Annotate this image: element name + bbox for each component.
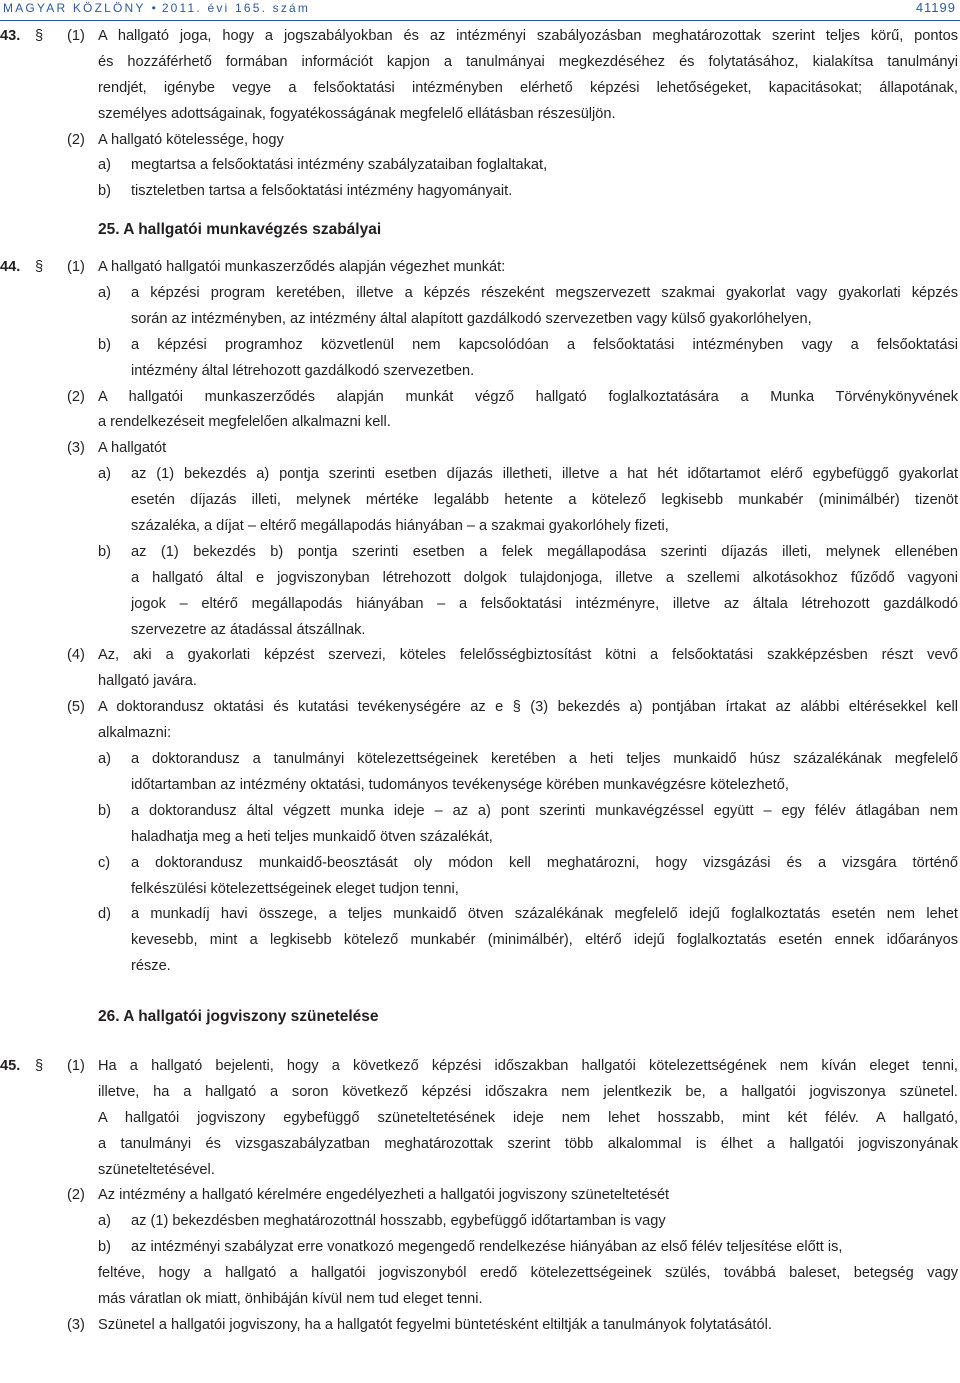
point-text: a doktorandusz a tanulmányi kötelezettségeinek keretében a heti teljes munkaidő húsz százalékának megfelelő bbox=[131, 751, 958, 768]
paragraph-sign: § bbox=[35, 28, 44, 44]
point-label: b) bbox=[98, 802, 111, 819]
paragraph-line: hallgató javára. bbox=[98, 673, 197, 690]
paragraph-number: (5) bbox=[67, 699, 85, 716]
point-text: felkészülési kötelezettségeinek eleget tudjon tenni, bbox=[131, 880, 459, 897]
point-label: a) bbox=[98, 466, 111, 483]
subtitle-26: 26. A hallgatói jogviszony szünetelése bbox=[98, 1008, 379, 1026]
point-text: a képzési program keretében, illetve a képzés részeként megszervezett szakmai gyakorlat vagy gyakorlati képzés bbox=[131, 285, 958, 302]
point-text: esetén díjazás illeti, melynek mértéke legalább hetente a kötelező legkisebb munkabér (minimálbér) tizenöt bbox=[131, 492, 958, 509]
paragraph-number: (2) bbox=[67, 1187, 85, 1204]
paragraph-line: A hallgató hallgatói munkaszerződés alapján végezhet munkát: bbox=[98, 259, 506, 276]
point-label: b) bbox=[98, 1239, 111, 1256]
point-text: százaléka, a díjat – eltérő megállapodás hiányában – a szakmai gyakorlóhely fizeti, bbox=[131, 518, 669, 535]
point-label: c) bbox=[98, 854, 111, 871]
point-text: az (1) bekezdés b) pontja szerinti esetben a felek megállapodása szerinti díjazás illeti, melynek ellenében bbox=[131, 543, 958, 560]
point-label: b) bbox=[98, 336, 111, 353]
header-divider bbox=[0, 20, 960, 21]
section-number: 44. bbox=[0, 259, 21, 276]
paragraph-line: Az, aki a gyakorlati képzést szervezi, köteles felelősségbiztosítást kötni a felsőoktatási szakképzésben részt vevő bbox=[98, 647, 958, 664]
paragraph-line: illetve, ha a hallgató a soron következő képzési időszakra nem jelentkezik be, a hallgatói jogviszonya szünetel. bbox=[98, 1083, 958, 1100]
paragraph-line: Ha a hallgató bejelenti, hogy a következő képzési időszakban hallgatói kötelezettségének nem kíván eleget tenni, bbox=[98, 1057, 958, 1074]
point-text: jogok – eltérő megállapodás hiányában – a felsőoktatási intézményre, illetve az általa létrehozott gazdálkodó bbox=[131, 595, 958, 612]
point-text: intézmény által létrehozott gazdálkodó szervezetben. bbox=[131, 362, 475, 379]
paragraph-line: rendjét, igénybe vegye a felsőoktatási intézményben elérhető képzési lehetőségeket, kapacitásokat; állapotának, bbox=[98, 79, 958, 96]
point-text: része. bbox=[131, 958, 171, 975]
point-text: kevesebb, mint a legkisebb kötelező munkabér (minimálbér), eltérő idejű foglalkoztatás esetén ennek időarányos bbox=[131, 932, 958, 949]
paragraph-line: A doktorandusz oktatási és kutatási tevékenységére az e § (3) bekezdés a) pontjában írtakat az alábbi eltérésekkel kell bbox=[98, 699, 958, 716]
bullet-icon: • bbox=[151, 1, 156, 15]
point-text: szervezetre az átadással átszállnak. bbox=[131, 621, 366, 638]
point-label: a) bbox=[98, 751, 111, 768]
point-text: a doktorandusz által végzett munka ideje – az a) pont szerinti munkavégzéssel együtt – egy félév átlagában nem bbox=[131, 802, 958, 819]
point-label: a) bbox=[98, 157, 111, 174]
section-number: 43. bbox=[0, 28, 21, 44]
paragraph-line: Az intézmény a hallgató kérelmére engedélyezheti a hallgatói jogviszony szüneteltetését bbox=[98, 1187, 670, 1204]
point-text: tiszteletben tartsa a felsőoktatási intézmény hagyományait. bbox=[131, 183, 513, 200]
paragraph-number: (1) bbox=[67, 259, 85, 276]
paragraph-number: (2) bbox=[67, 131, 85, 148]
paragraph-line: feltéve, hogy a hallgató a hallgatói jogviszonyból eredő kötelezettségeinek szülés, továbbá baleset, betegség vagy bbox=[98, 1265, 958, 1282]
point-text: a doktorandusz munkaidő-beosztását oly módon kell meghatározni, hogy vizsgázási és a vizsgára történő bbox=[131, 854, 958, 871]
paragraph-line: A hallgatói jogviszony egybefüggő szüneteltetésének ideje nem lehet hosszabb, mint két félév. A hallgató, bbox=[98, 1109, 958, 1126]
paragraph-line: személyes adottságainak, fogyatékosságának megfelelő ellátásban részesüljön. bbox=[98, 105, 616, 122]
point-label: a) bbox=[98, 1213, 111, 1230]
point-label: a) bbox=[98, 285, 111, 302]
paragraph-number: (3) bbox=[67, 440, 85, 457]
header-publication: MAGYAR KÖZLÖNY • 2011. évi 165. szám bbox=[3, 1, 311, 15]
paragraph-line: A hallgatót bbox=[98, 440, 167, 457]
page-number: 41199 bbox=[915, 0, 956, 15]
paragraph-number: (4) bbox=[67, 647, 85, 664]
point-text: haladhatja meg a heti teljes munkaidő ötven százalékát, bbox=[131, 828, 493, 845]
paragraph-sign: § bbox=[35, 259, 44, 276]
section-44 bbox=[0, 255, 960, 980]
point-label: b) bbox=[98, 543, 111, 560]
point-text: megtartsa a felsőoktatási intézmény szabályzataiban foglaltakat, bbox=[131, 157, 548, 174]
paragraph-line: szüneteltetésével. bbox=[98, 1161, 215, 1178]
paragraph-number: (2) bbox=[67, 388, 85, 405]
paragraph-line: alkalmazni: bbox=[98, 725, 171, 742]
paragraph-line: A hallgatói munkaszerződés alapján munkát végző hallgató foglalkoztatására a Munka Törvénykönyvének bbox=[98, 388, 958, 405]
point-text: időtartamban az intézmény oktatási, tudományos tevékenysége körében munkavégzésre kötelezhető, bbox=[131, 776, 789, 793]
page-header bbox=[0, 0, 960, 18]
point-text: a hallgató által e jogviszonyban létrehozott dolgok tulajdonjoga, illetve a szellemi alkotásokhoz fűződő vagyoni bbox=[131, 569, 958, 586]
point-label: b) bbox=[98, 183, 111, 200]
paragraph-number: (1) bbox=[67, 1057, 85, 1074]
point-label: d) bbox=[98, 906, 111, 923]
header-issue: 2011. évi 165. szám bbox=[161, 1, 311, 15]
point-text: a képzési programhoz közvetlenül nem kapcsolódóan a felsőoktatási intézményben vagy a felsőoktatási bbox=[131, 336, 958, 353]
paragraph-line: a tanulmányi és vizsgaszabályzatban meghatározottak szerint több alkalommal is élhet a hallgatói jogviszonyának bbox=[98, 1135, 958, 1152]
section-45 bbox=[0, 1054, 960, 1339]
point-text: a munkadíj havi összege, a teljes munkaidő ötven százalékának megfelelő idejű foglalkoztatás esetén nem lehet bbox=[131, 906, 958, 923]
point-text: az (1) bekezdés a) pontja szerinti esetben díjazás illetheti, illetve a hat hét időtartamot elérő egybefüggő gyakorlat bbox=[131, 466, 958, 483]
paragraph-number: (1) bbox=[67, 28, 85, 44]
subtitle-25: 25. A hallgatói munkavégzés szabályai bbox=[98, 221, 382, 239]
point-text: az intézményi szabályzat erre vonatkozó megengedő rendelkezése hiányában az első félév teljesítése előtt is, bbox=[131, 1239, 843, 1256]
paragraph-line: a rendelkezéseit megfelelően alkalmazni kell. bbox=[98, 414, 391, 431]
point-text: az (1) bekezdésben meghatározottnál hosszabb, egybefüggő időtartamban is vagy bbox=[131, 1213, 666, 1230]
paragraph-line: A hallgató kötelessége, hogy bbox=[98, 131, 284, 148]
paragraph-line: A hallgató joga, hogy a jogszabályokban és az intézményi szabályozásban meghatározottak szerint teljes körű, pontos bbox=[98, 28, 958, 44]
section-43 bbox=[0, 24, 960, 205]
point-text: során az intézményben, az intézmény által alapított gazdálkodó szervezetben vagy külső gyakorlóhelyen, bbox=[131, 310, 812, 327]
paragraph-line: és hozzáférhető formában információt kapjon a tanulmányai megkezdéséhez és folytatásához, kialakítsa tanulmányi bbox=[98, 53, 958, 70]
document-body bbox=[0, 24, 960, 1339]
paragraph-line: más váratlan ok miatt, önhibáján kívül nem tud eleget tenni. bbox=[98, 1290, 483, 1307]
section-number: 45. bbox=[0, 1057, 21, 1074]
paragraph-sign: § bbox=[35, 1057, 44, 1074]
paragraph-number: (3) bbox=[67, 1316, 85, 1333]
paragraph-line: Szünetel a hallgatói jogviszony, ha a hallgatót fegyelmi büntetésként eltiltják a tanulmányok folytatásától. bbox=[98, 1316, 772, 1333]
